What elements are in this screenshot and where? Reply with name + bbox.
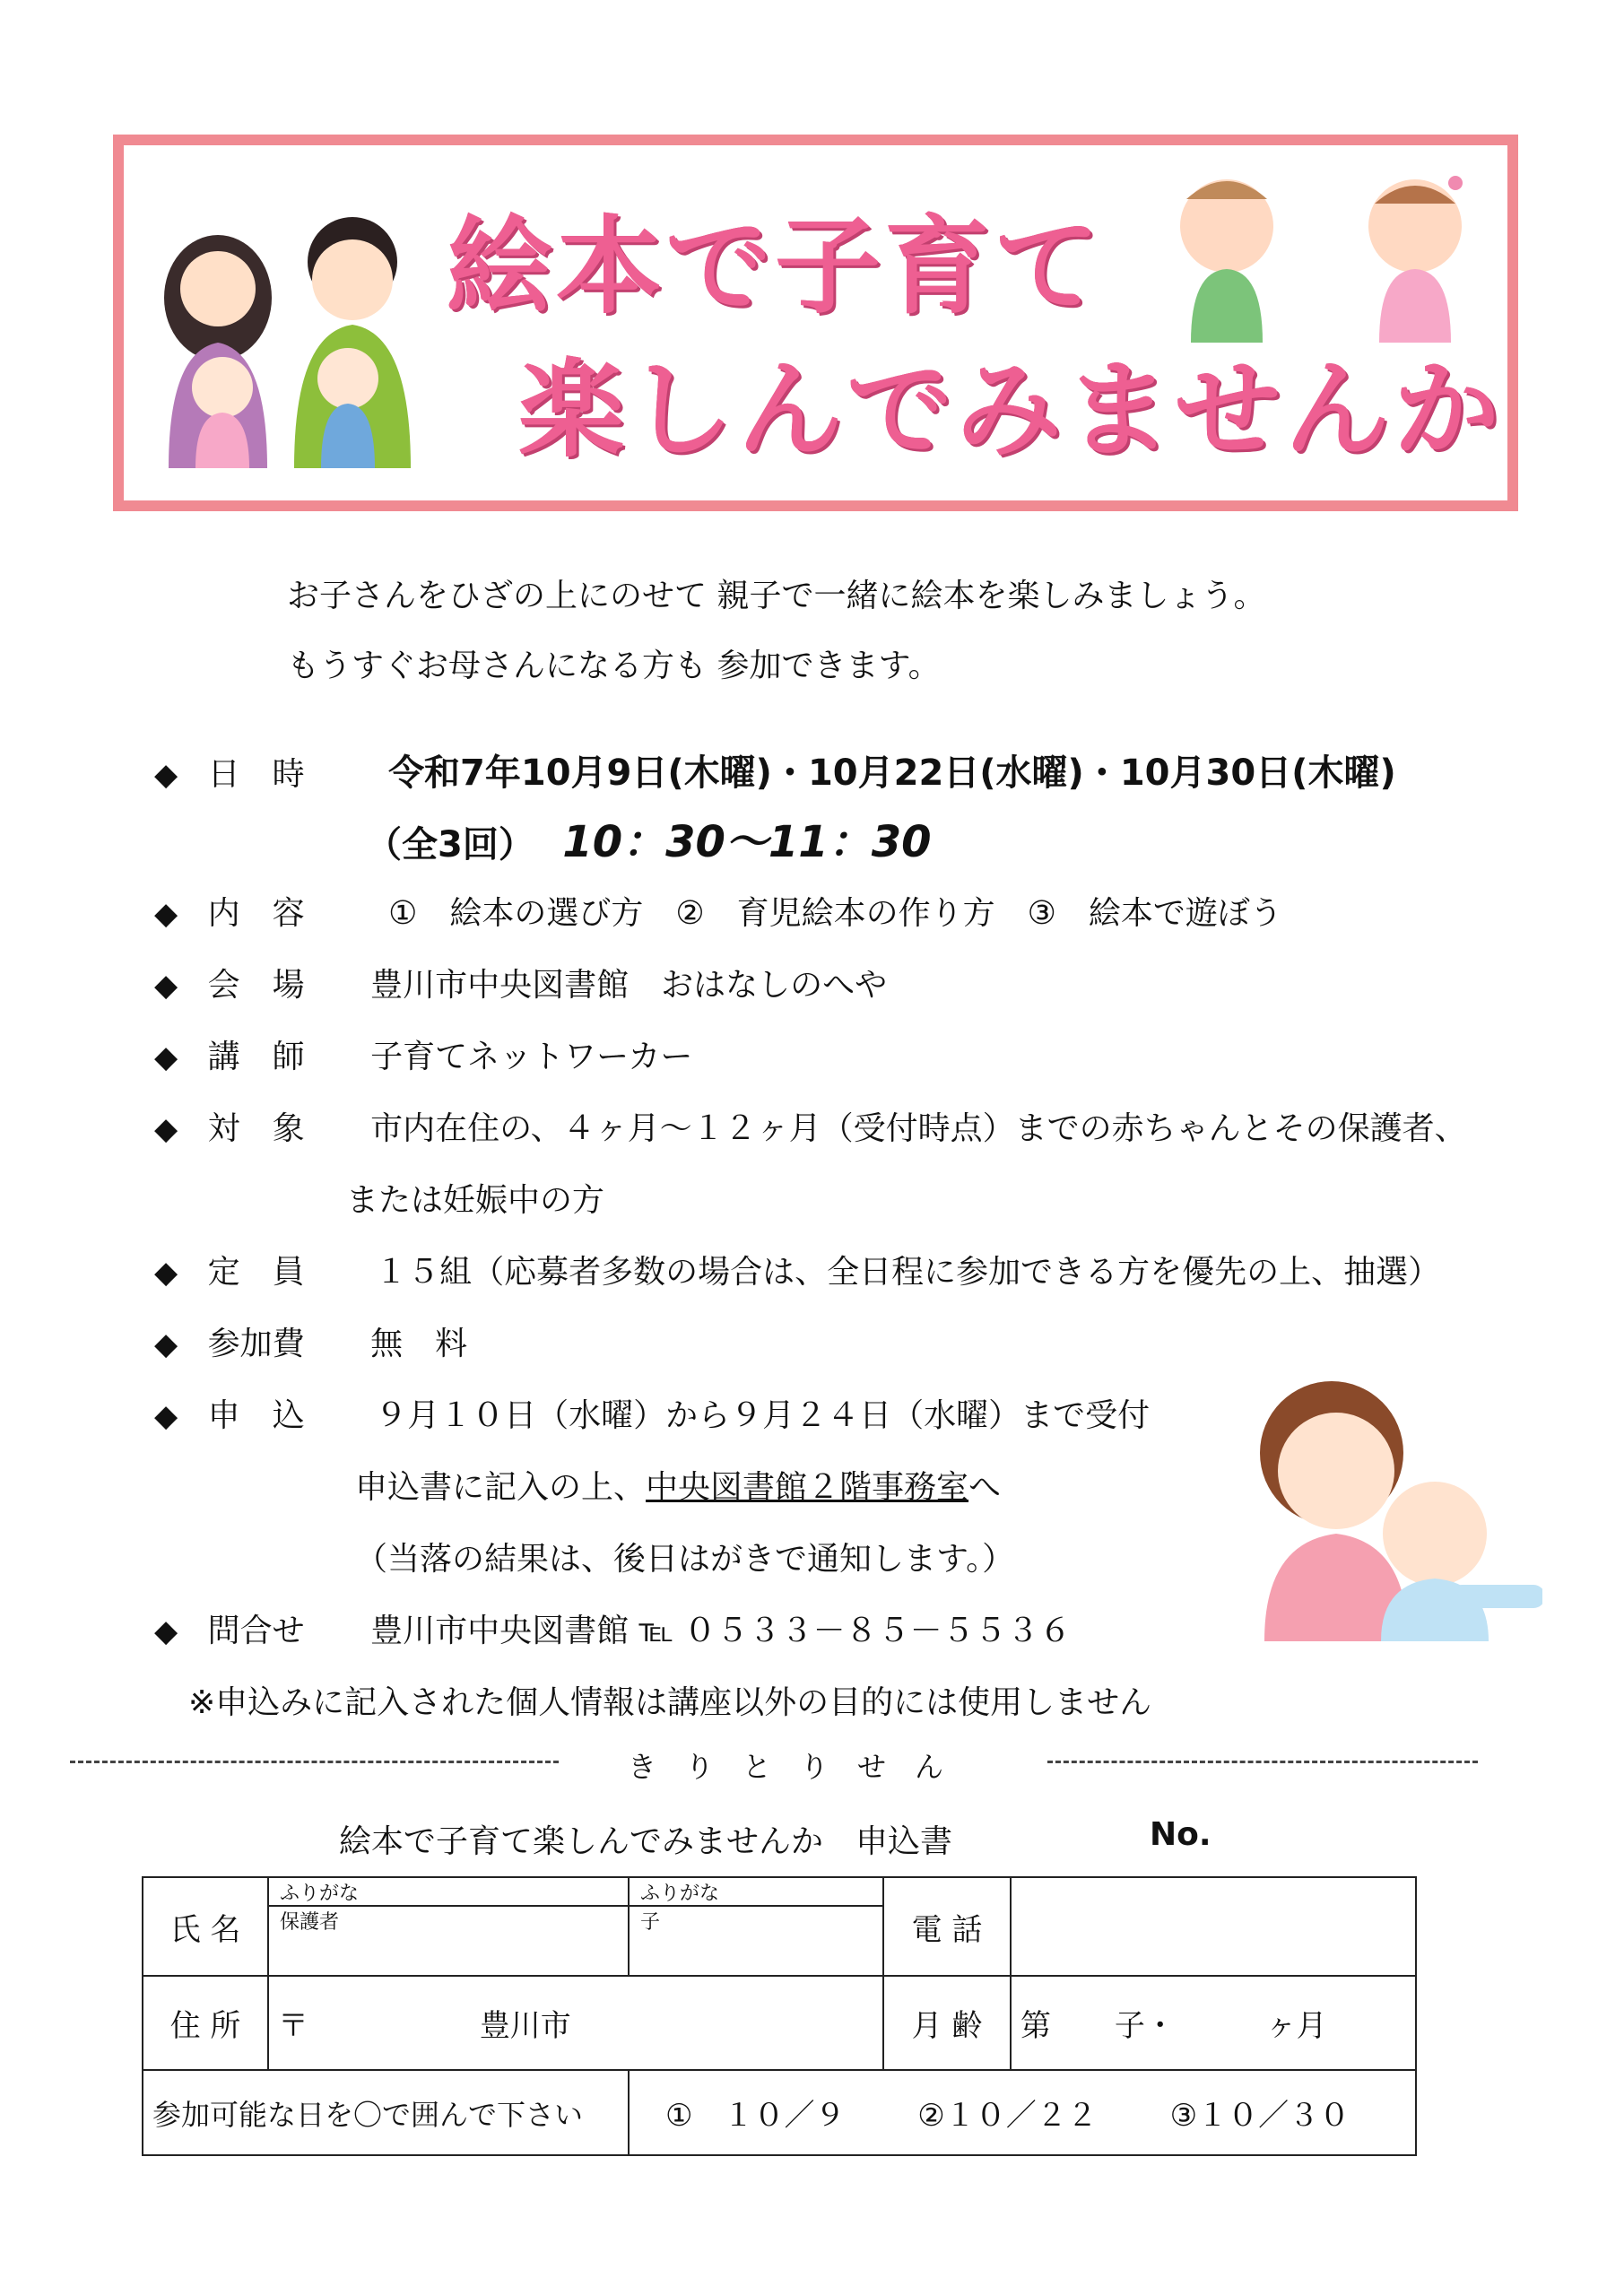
application-form (142, 1876, 1417, 2156)
bullet-diamond: ◆ (154, 1111, 178, 1147)
apply-value-2c: へ (968, 1469, 1002, 1506)
name-label: 氏 名 (143, 1877, 268, 1976)
capacity-value: １５組（応募者多数の場合は、全日程に参加できる方を優先の上、抽選） (375, 1254, 1441, 1291)
target-value-2: または妊娠中の方 (346, 1182, 605, 1219)
content-value: ① 絵本の選び方 ② 育児絵本の作り方 ③ 絵本で遊ぼう (388, 895, 1282, 932)
age-field[interactable] (1011, 1976, 1416, 2070)
target-row (154, 1103, 1467, 1149)
capacity-row (154, 1247, 1440, 1292)
bullet-diamond: ◆ (154, 1039, 178, 1075)
form-title: 絵本で子育て楽しんでみませんか 申込書 (339, 1823, 953, 1860)
month-suffix: ヶ月 (1265, 2008, 1327, 2044)
bullet-diamond: ◆ (154, 1255, 178, 1291)
content-label: 内 容 (207, 895, 305, 932)
datetime-row (154, 744, 1396, 796)
lecturer-row (154, 1031, 692, 1077)
apply-row (154, 1390, 1150, 1436)
cut-line-left (70, 1761, 559, 1763)
family-illustration (142, 199, 429, 468)
bullet-diamond: ◆ (154, 1613, 178, 1649)
title-banner (113, 135, 1518, 511)
target-value-1: 市内在住の、４ヶ月～１２ヶ月（受付時点）までの赤ちゃんとその保護者、 (370, 1110, 1467, 1147)
inquiry-row (154, 1605, 1072, 1651)
bullet-diamond: ◆ (154, 1326, 178, 1362)
days-options[interactable] (629, 2070, 1416, 2155)
venue-value: 豊川市中央図書館 おはなしのへや (370, 967, 888, 1004)
session-time: 10：30～11：30 (562, 817, 932, 867)
postal-mark: 〒 (278, 2008, 308, 2044)
age-label: 月 齢 (883, 1976, 1011, 2070)
address-label: 住 所 (143, 1976, 268, 2070)
cut-line-label: き り と り せ ん (628, 1750, 944, 1784)
fee-value: 無 料 (370, 1326, 468, 1362)
order-label: 第 (1020, 2008, 1051, 2044)
phone-field[interactable] (1011, 1877, 1416, 1976)
phone-label: 電 話 (883, 1877, 1011, 1976)
child-name-field[interactable] (629, 1877, 883, 1976)
venue-row (154, 960, 887, 1005)
mother-baby-illustration (1246, 1372, 1542, 1641)
form-number-label: No. (1150, 1816, 1211, 1853)
intro-line-2: もうすぐお母さんになる方も 参加できます。 (287, 648, 941, 684)
datetime-dates: 令和7年10月9日(木曜)・10月22日(水曜)・10月30日(木曜) (388, 752, 1396, 794)
apply-value-1: ９月１０日（水曜）から９月２４日（水曜）まで受付 (375, 1397, 1151, 1434)
fee-label: 参加費 (207, 1326, 305, 1362)
furigana-label: ふりがな (269, 1878, 628, 1907)
bullet-diamond: ◆ (154, 1398, 178, 1434)
target-label: 対 象 (207, 1110, 305, 1147)
lecturer-value: 子育てネットワーカー (370, 1039, 693, 1075)
bullet-diamond: ◆ (154, 896, 178, 932)
day-option-3[interactable]: ③１０／３０ (1169, 2098, 1350, 2134)
session-count: （全3回） (366, 824, 534, 865)
lecturer-label: 講 師 (207, 1039, 305, 1075)
title-line-2: 楽しんでみませんか (518, 348, 1504, 472)
child-suffix: 子・ (1114, 2008, 1176, 2044)
day-option-2[interactable]: ②１０／２２ (917, 2098, 1098, 2134)
capacity-label: 定 員 (207, 1254, 305, 1291)
inquiry-label: 問合せ (207, 1613, 305, 1649)
intro-line-1: お子さんをひざの上にのせて 親子で一緒に絵本を楽しみましょう。 (287, 578, 1266, 614)
child-label: 子 (640, 1911, 661, 1934)
datetime-label: 日 時 (207, 756, 305, 793)
fee-row (154, 1318, 467, 1364)
inquiry-value: 豊川市中央図書館 ℡ ０５３３－８５－５５３６ (370, 1613, 1072, 1649)
privacy-note: ※申込みに記入された個人情報は講座以外の目的には使用しません (188, 1684, 1152, 1721)
apply-value-3: （当落の結果は、後日はがきで通知します。） (355, 1541, 1015, 1578)
apply-line-2 (355, 1462, 1001, 1508)
bullet-diamond: ◆ (154, 757, 178, 793)
guardian-name-field[interactable] (268, 1877, 629, 1976)
city-label: 豊川市 (479, 2008, 571, 2044)
venue-label: 会 場 (207, 967, 305, 1004)
apply-value-2a: 申込書に記入の上、 (355, 1469, 647, 1506)
title-line-1: 絵本で子育て (447, 204, 1104, 328)
days-label: 参加可能な日を〇で囲んで下さい (143, 2070, 629, 2155)
time-row (366, 807, 932, 869)
address-field[interactable] (268, 1976, 883, 2070)
content-row (154, 888, 1282, 934)
office-location: 中央図書館２階事務室 (646, 1469, 969, 1506)
furigana-label: ふりがな (630, 1878, 882, 1907)
apply-label: 申 込 (207, 1397, 305, 1434)
babies-illustration (1146, 163, 1505, 343)
day-option-1[interactable]: ① １０／９ (665, 2098, 846, 2134)
bullet-diamond: ◆ (154, 968, 178, 1004)
cut-line-right (1047, 1761, 1478, 1763)
guardian-label: 保護者 (280, 1911, 340, 1934)
